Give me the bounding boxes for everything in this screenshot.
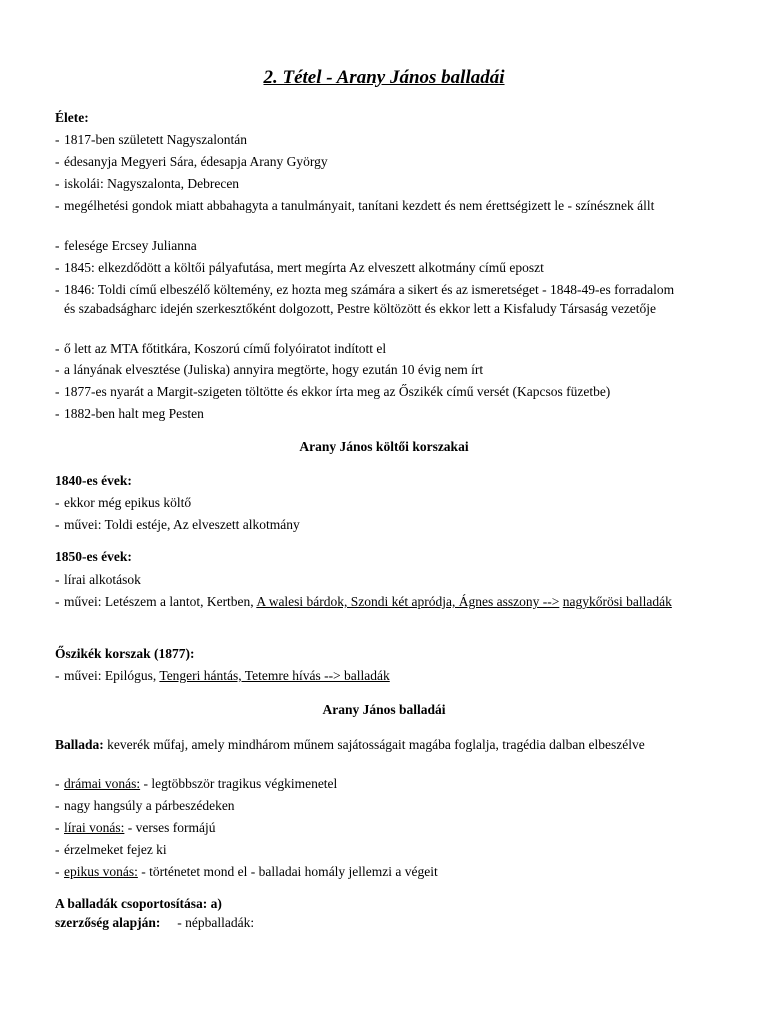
- life-item-11: - 1882-ben halt meg Pesten: [55, 406, 204, 421]
- life-item-5: - felesége Ercsey Julianna: [55, 238, 197, 253]
- period-1850-item-2: - művei: Letészem a lantot, Kertben, A walesi bárdok, Szondi két apródja, Ágnes asszony --> nagykőrösi balladák: [55, 594, 672, 609]
- lirai-vonas-item-2: - érzelmeket fejez ki: [55, 842, 167, 857]
- period-oszikek-heading: Őszikék korszak (1877):: [55, 646, 195, 661]
- life-item-1: - 1817-ben született Nagyszalontán: [55, 132, 247, 147]
- life-item-3: - iskolái: Nagyszalonta, Debrecen: [55, 176, 240, 191]
- grouping-heading: A balladák csoportosítása: a): [55, 896, 222, 911]
- document-title: 2. Tétel - Arany János balladái: [263, 67, 505, 88]
- period-1840-item-2: - művei: Toldi estéje, Az elveszett alkotmány: [55, 517, 300, 532]
- life-item-8: - ő lett az MTA főtitkára, Koszorú című folyóiratot indított el: [55, 341, 387, 356]
- period-1850-item-1: - lírai alkotások: [55, 572, 141, 587]
- dramai-vonas-item-2: - nagy hangsúly a párbeszédeken: [55, 798, 235, 813]
- life-item-10: - 1877-es nyarát a Margit-szigeten töltötte és ekkor írta meg az Őszikék című versét (Kapcsos füzetbe): [55, 384, 611, 399]
- period-1840-item-1: - ekkor még epikus költő: [55, 495, 192, 510]
- dramai-vonas-item: - drámai vonás: - legtöbbször tragikus végkimenetel: [55, 776, 338, 791]
- life-item-2: - édesanyja Megyeri Sára, édesapja Arany György: [55, 154, 328, 169]
- periods-heading: Arany János költői korszakai: [299, 439, 469, 454]
- period-1840-heading: 1840-es évek:: [55, 473, 132, 488]
- period-oszikek-item: - művei: Epilógus, Tengeri hántás, Tetemre hívás --> balladák: [55, 668, 390, 683]
- lirai-vonas-item: - lírai vonás: - verses formájú: [55, 820, 216, 835]
- life-item-9: - a lányának elvesztése (Juliska) annyira megtörte, hogy ezután 10 évig nem írt: [55, 362, 484, 377]
- grouping-by-authorship: szerzőség alapján: - népballadák:: [55, 915, 255, 930]
- life-item-6: - 1845: elkezdődött a költői pályafutása, mert megírta Az elveszett alkotmány című eposzt: [55, 260, 544, 275]
- period-1850-heading: 1850-es évek:: [55, 549, 132, 564]
- life-item-7: - 1846: Toldi című elbeszélő költemény, ez hozta meg számára a sikert és az ismeretséget - 1848-49-es forradalom és szabadságharc idején szerkesztőként dolgozott, Pestre költözött és ekkor lett a Kisfaludy Társaság vezetője: [55, 282, 675, 316]
- ballads-heading: Arany János balladái: [322, 702, 446, 717]
- epikus-vonas-item: - epikus vonás: - történetet mond el - balladai homály jellemzi a végeit: [55, 864, 438, 879]
- life-heading: Élete:: [55, 110, 89, 125]
- ballad-definition: Ballada: keverék műfaj, amely mindhárom műnem sajátosságait magába foglalja, tragédia dalban elbeszélve: [55, 737, 645, 752]
- life-item-4: - megélhetési gondok miatt abbahagyta a tanulmányait, tanítani kezdett és nem érettségizett le - színésznek állt: [55, 198, 655, 213]
